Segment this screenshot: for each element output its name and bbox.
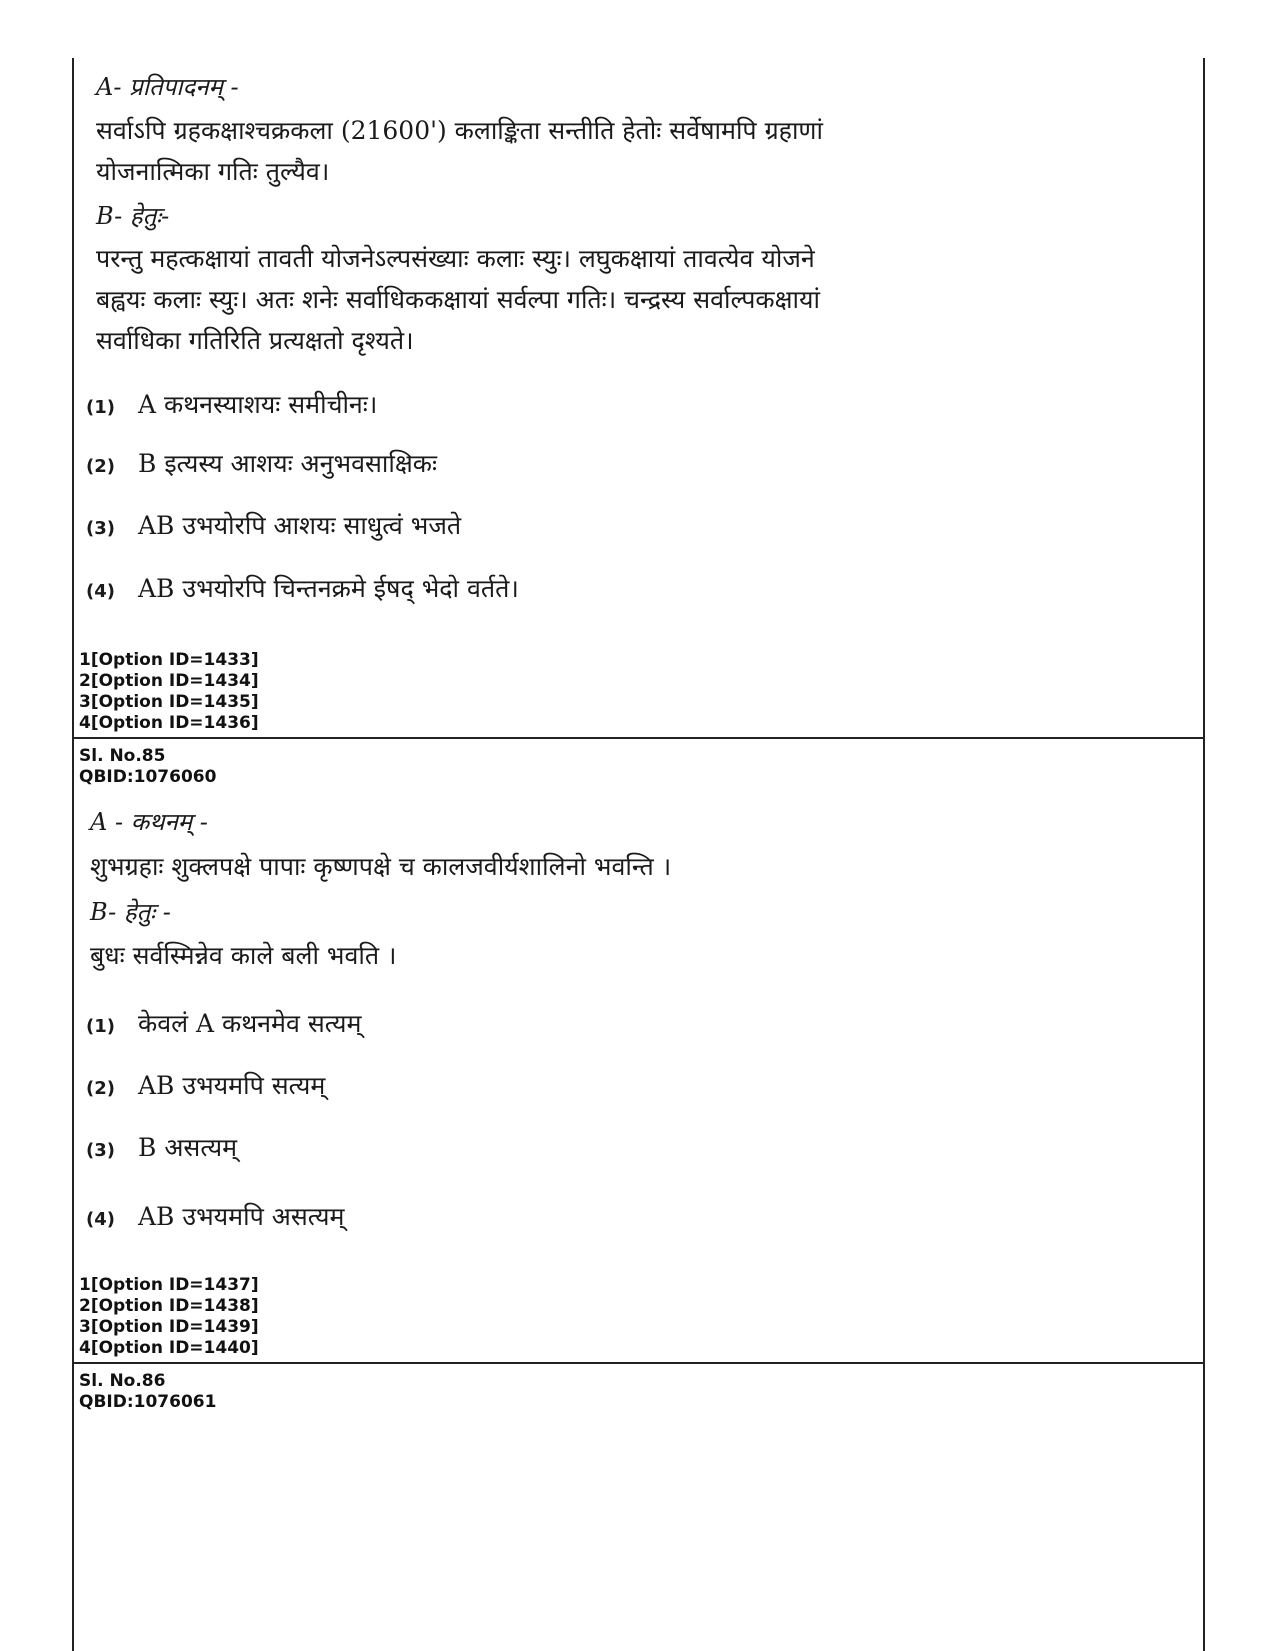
q85-a-line-1: शुभग्रहाः शुक्लपक्षे पापाः कृष्णपक्षे च कालजवीर्यशालिनो भवन्ति । [90,852,672,881]
option-text: AB उभयोरपि चिन्तनक्रमे ईषद् भेदो वर्तते। [138,574,519,603]
option-text: A कथनस्याशयः समीचीनः। [138,390,378,419]
q85-serial-number: Sl. No.85 [79,746,166,766]
q84-option-3[interactable] [86,511,461,544]
q84-b-heading: B- हेतुः- [96,202,170,230]
option-id-line: 3[Option ID=1439] [79,1317,259,1337]
option-number: (3) [86,1140,115,1161]
question-divider [72,1362,1205,1364]
q84-a-line-2: योजनात्मिका गतिः तुल्यैव। [96,157,330,186]
page-border-right [1203,58,1205,1651]
option-text: केवलं A कथनमेव सत्यम् [138,1009,362,1038]
q84-option-1[interactable] [86,390,377,423]
option-text: AB उभयमपि असत्यम् [138,1202,345,1231]
question-divider [72,737,1205,739]
q85-a-heading: A - कथनम् - [90,808,208,836]
q85-option-4[interactable] [86,1202,344,1235]
option-text: B असत्यम् [138,1133,238,1162]
option-id-line: 1[Option ID=1433] [79,650,259,670]
q84-option-2[interactable] [86,449,437,482]
option-text: AB उभयमपि सत्यम् [138,1071,326,1100]
option-id-line: 4[Option ID=1436] [79,713,259,733]
q85-b-heading: B- हेतुः - [90,898,171,926]
option-text: AB उभयोरपि आशयः साधुत्वं भजते [138,511,462,540]
option-number: (3) [86,518,115,539]
page-border-left [72,58,74,1651]
q85-qbid: QBID:1076060 [79,767,217,787]
option-number: (2) [86,456,115,477]
q84-b-line-3: सर्वाधिका गतिरिति प्रत्यक्षतो दृश्यते। [96,326,414,355]
option-number: (1) [86,1016,115,1037]
q86-qbid: QBID:1076061 [79,1392,217,1412]
q84-a-heading: A- प्रतिपादनम् - [96,73,239,101]
q84-option-4[interactable] [86,574,519,607]
q86-serial-number: Sl. No.86 [79,1371,166,1391]
option-id-line: 2[Option ID=1434] [79,671,259,691]
option-text: B इत्यस्य आशयः अनुभवसाक्षिकः [138,449,438,478]
option-id-line: 3[Option ID=1435] [79,692,259,712]
option-number: (4) [86,1209,115,1230]
option-id-line: 1[Option ID=1437] [79,1275,259,1295]
q84-a-line-1: सर्वाऽपि ग्रहकक्षाश्चक्रकला (21600') कलाङ्किता सन्तीति हेतोः सर्वेषामपि ग्रहाणां [96,116,823,145]
option-id-line: 4[Option ID=1440] [79,1338,259,1358]
q85-option-2[interactable] [86,1071,325,1104]
q85-option-3[interactable] [86,1133,237,1166]
option-id-line: 2[Option ID=1438] [79,1296,259,1316]
option-number: (1) [86,397,115,418]
option-number: (2) [86,1078,115,1099]
q84-b-line-1: परन्तु महत्कक्षायां तावती योजनेऽल्पसंख्याः कलाः स्युः। लघुकक्षायां तावत्येव योजने [96,244,815,273]
q85-option-1[interactable] [86,1009,361,1042]
q84-b-line-2: बह्वयः कलाः स्युः। अतः शनेः सर्वाधिककक्षायां सर्वल्पा गतिः। चन्द्रस्य सर्वाल्पकक्षायां [96,285,820,314]
option-number: (4) [86,581,115,602]
q85-b-line-1: बुधः सर्वस्मिन्नेव काले बली भवति । [90,941,397,970]
